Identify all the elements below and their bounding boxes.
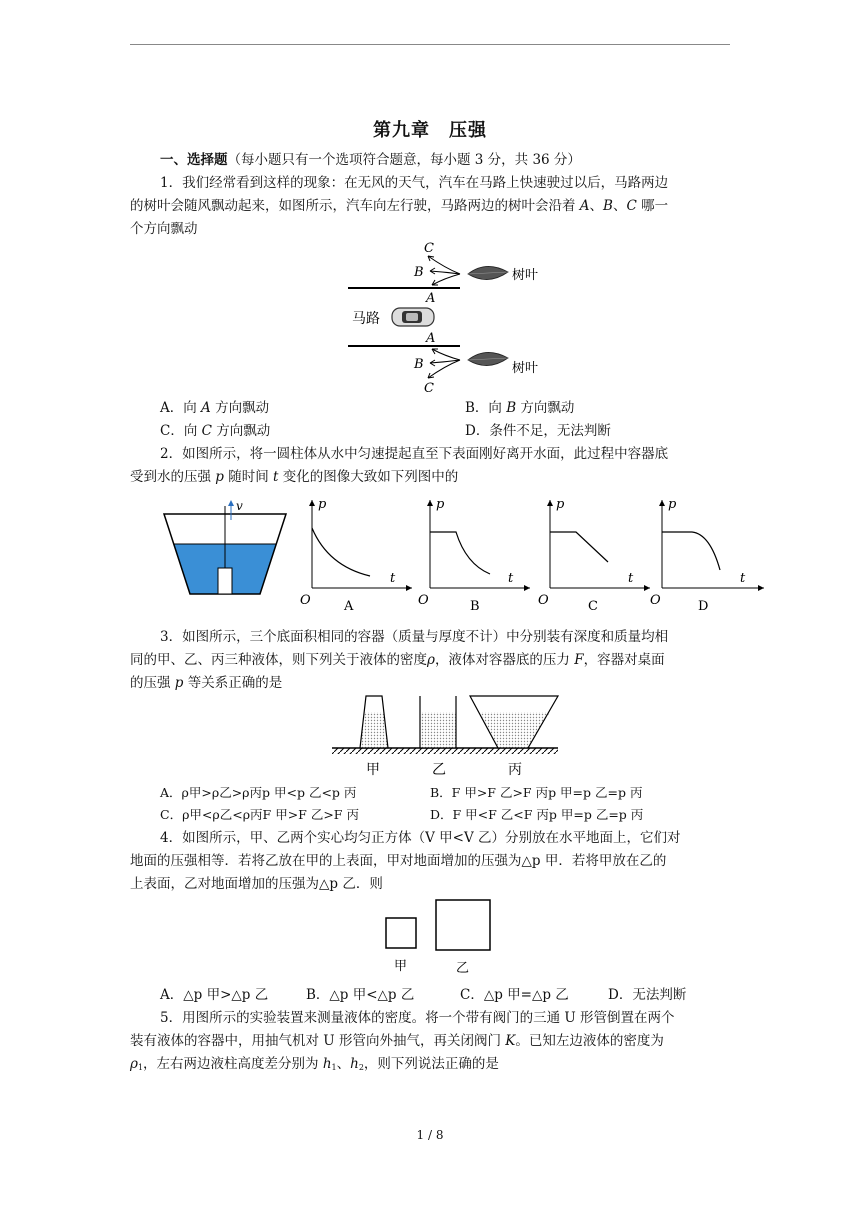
leaf-bottom-icon xyxy=(468,352,508,365)
svg-text:p: p xyxy=(436,497,445,512)
svg-text:t: t xyxy=(508,571,514,586)
q3-containers-figure xyxy=(328,692,578,778)
q3-option-a: A．ρ甲>ρ乙>ρ丙p 甲<p 乙<p 丙 xyxy=(160,785,357,800)
graph-a xyxy=(300,497,412,614)
car-icon xyxy=(392,308,434,326)
q4-option-d: D．无法判断 xyxy=(608,987,687,1003)
q4-line2: 地面的压强相等．若将乙放在甲的上表面，甲对地面增加的压强为△p 甲．若将甲放在乙的 xyxy=(130,853,667,869)
section-note: （每小题只有一个选项符合题意，每小题 3 分，共 36 分） xyxy=(227,152,581,168)
section-heading-label: 一、选择题 xyxy=(160,152,228,168)
svg-text:O: O xyxy=(418,593,429,608)
road-label: 马路 xyxy=(352,311,380,327)
q4-line1: 4．如图所示，甲、乙两个实心均匀正方体（V 甲<V 乙）分别放在水平地面上，它们对 xyxy=(160,830,681,846)
q4-cubes-figure xyxy=(380,896,500,976)
velocity-label: v xyxy=(236,499,243,513)
svg-text:t: t xyxy=(740,571,746,586)
cube-yi xyxy=(436,900,490,950)
svg-text:p: p xyxy=(668,497,677,512)
fig-label-b-bottom: B xyxy=(414,357,424,372)
q1-option-d: D．条件不足，无法判断 xyxy=(465,423,611,439)
q1-option-c: C．向 C 方向飘动 xyxy=(160,423,271,439)
svg-text:t: t xyxy=(628,571,634,586)
q1-option-b: B．向 B 方向飘动 xyxy=(465,400,575,416)
svg-text:B: B xyxy=(470,599,480,614)
fig-label-a-top: A xyxy=(426,291,436,306)
q2-line1: 2．如图所示，将一圆柱体从水中匀速提起直至下表面刚好离开水面，此过程中容器底 xyxy=(160,446,669,462)
q4-line3: 上表面，乙对地面增加的压强为△p 乙．则 xyxy=(130,876,383,892)
svg-text:O: O xyxy=(650,593,661,608)
graph-c xyxy=(538,497,650,614)
q2-line2: 受到水的压强 p 随时间 t 变化的图像大致如下列图中的 xyxy=(130,469,459,485)
svg-text:p: p xyxy=(318,497,327,512)
svg-text:A: A xyxy=(344,599,354,614)
svg-text:p: p xyxy=(556,497,565,512)
q3-option-c: C．ρ甲<ρ乙<ρ丙F 甲>F 乙>F 丙 xyxy=(160,807,359,822)
fig-label-a-bottom: A xyxy=(426,331,436,346)
label-yi: 乙 xyxy=(432,762,446,778)
svg-text:C: C xyxy=(588,599,598,614)
q4-option-b: B．△p 甲<△p 乙 xyxy=(306,987,415,1003)
label-bing: 丙 xyxy=(508,762,522,778)
q1-line1: 1．我们经常看到这样的现象：在无风的天气，汽车在马路上快速驶过以后，马路两边 xyxy=(160,175,669,191)
q1-line2: 的树叶会随风飘动起来，如图所示，汽车向左行驶，马路两边的树叶会沿着 A、B、C 哪一 xyxy=(130,198,669,214)
graph-b xyxy=(418,497,530,614)
q5-line3: $\rho_1$，左右两边液柱高度差分别为 $h_1$、$h_2$，则下列说法正确的是 xyxy=(130,1056,499,1072)
q1-road-figure xyxy=(340,238,560,398)
fig-label-c-bottom: C xyxy=(424,381,434,396)
q2-figures xyxy=(160,494,770,616)
q3-line3: 的压强 p 等关系正确的是 xyxy=(130,675,283,691)
svg-text:t: t xyxy=(390,571,396,586)
q3-line2: 同的甲、乙、丙三种液体，则下列关于液体的密度ρ，液体对容器底的压力 F，容器对桌面 xyxy=(130,652,665,668)
leaf-label-top: 树叶 xyxy=(512,268,539,283)
label-jia: 甲 xyxy=(366,762,380,778)
leaf-top-icon xyxy=(468,266,508,279)
page-number: 1 / 8 xyxy=(416,1128,444,1142)
leaf-label-bottom: 树叶 xyxy=(512,361,539,376)
q5-line2: 装有液体的容器中，用抽气机对 U 形管向外抽气，再关闭阀门 K。已知左边液体的密度为 xyxy=(130,1033,664,1049)
svg-text:O: O xyxy=(300,593,311,608)
q3-option-d: D．F 甲<F 乙<F 丙p 甲=p 乙=p 丙 xyxy=(430,807,644,822)
page-title: 第九章 压强 xyxy=(373,120,487,141)
q1-line3: 个方向飘动 xyxy=(130,221,198,237)
q2-container xyxy=(164,499,286,594)
q4-option-a: A．△p 甲>△p 乙 xyxy=(160,987,269,1003)
q3-option-b: B．F 甲>F 乙>F 丙p 甲=p 乙=p 丙 xyxy=(430,785,643,800)
cube-jia xyxy=(386,918,416,948)
svg-text:D: D xyxy=(698,599,709,614)
fig-label-b-top: B xyxy=(414,265,424,280)
section-heading xyxy=(160,150,581,171)
cube-label-yi: 乙 xyxy=(456,961,470,976)
q3-line1: 3．如图所示，三个底面积相同的容器（质量与厚度不计）中分别装有深度和质量均相 xyxy=(160,629,669,645)
fig-label-c-top: C xyxy=(424,241,434,256)
svg-text:O: O xyxy=(538,593,549,608)
graph-d xyxy=(650,497,764,614)
cube-label-jia: 甲 xyxy=(394,959,408,974)
header-rule xyxy=(130,44,730,45)
q5-line1: 5．用图所示的实验装置来测量液体的密度。将一个带有阀门的三通 U 形管倒置在两个 xyxy=(160,1010,675,1026)
q1-option-a: A．向 A 方向飘动 xyxy=(160,400,270,416)
q4-option-c: C．△p 甲=△p 乙 xyxy=(460,987,569,1003)
